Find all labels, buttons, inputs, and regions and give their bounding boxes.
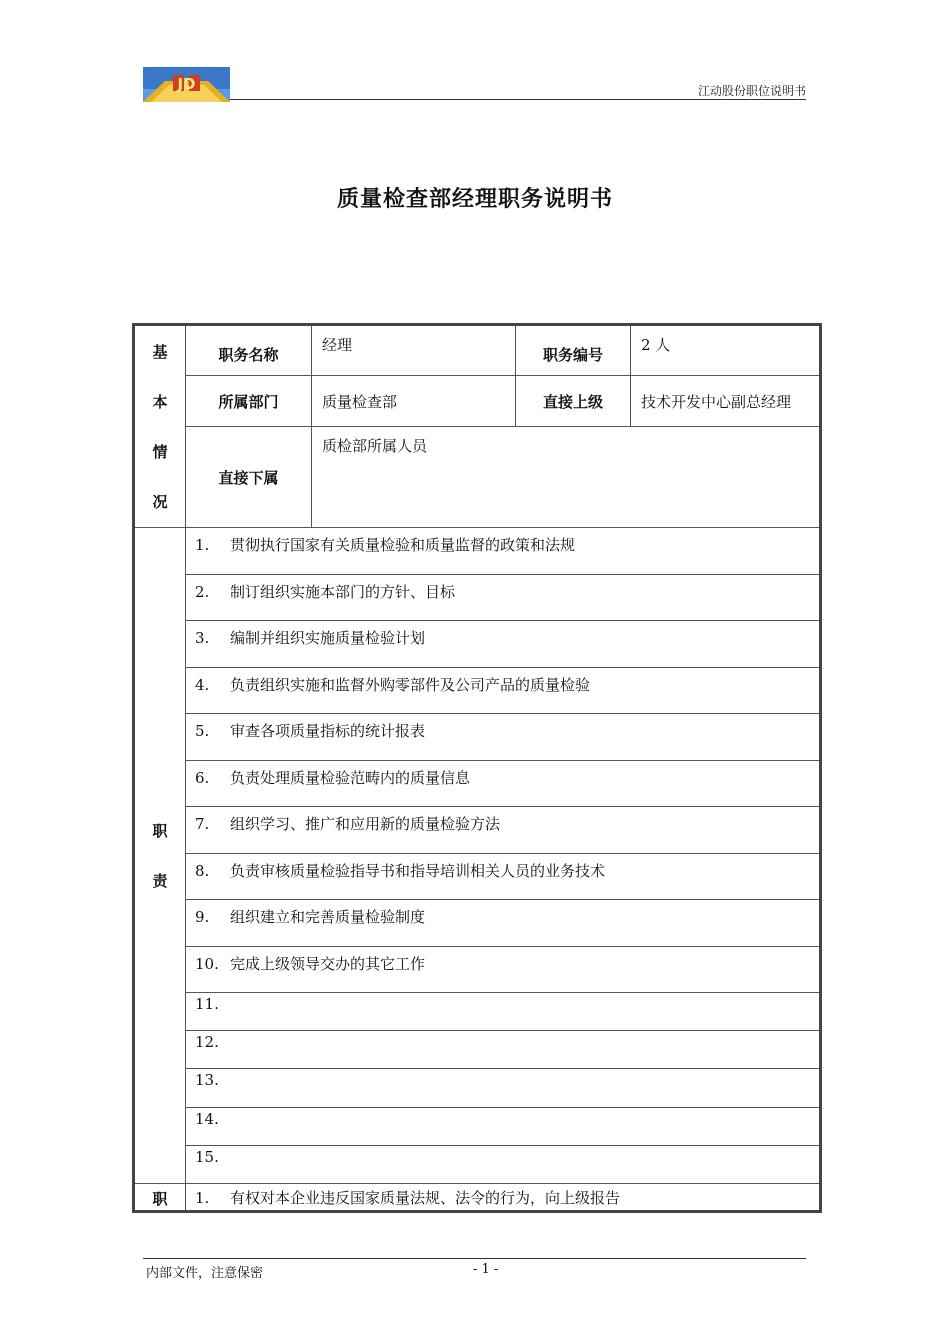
footer-confidential: 内部文件，注意保密 [146, 1266, 264, 1281]
duty-item: 2. 制订组织实施本部门的方针、目标 [186, 575, 821, 621]
duty-item: 5. 审查各项质量指标的统计报表 [186, 714, 821, 761]
position-code-value: 2 人 [631, 325, 821, 376]
section-duties: 职 责 [134, 528, 186, 1184]
job-description-table [132, 323, 822, 1213]
footer-rule [143, 1258, 806, 1259]
department-value: 质量检查部 [312, 376, 516, 427]
duty-item: 1. 贯彻执行国家有关质量检验和质量监督的政策和法规 [186, 528, 821, 575]
position-name-value: 经理 [312, 325, 516, 376]
company-logo [143, 67, 230, 102]
subordinate-label: 直接下属 [186, 427, 312, 528]
page-title: 质量检查部经理职务说明书 [336, 187, 613, 212]
duty-item: 6. 负责处理质量检验范畴内的质量信息 [186, 761, 821, 807]
position-name-label: 职务名称 [186, 325, 312, 376]
duty-item: 13. [186, 1069, 821, 1108]
svg-text:JD: JD [177, 75, 196, 93]
duty-item: 14. [186, 1108, 821, 1146]
duty-item: 8. 负责审核质量检验指导书和指导培训相关人员的业务技术 [186, 854, 821, 900]
header-doc-name: 江动股份职位说明书 [697, 84, 806, 98]
duty-item: 10. 完成上级领导交办的其它工作 [186, 947, 821, 993]
section-authority: 职 [134, 1184, 186, 1212]
duty-item: 15. [186, 1146, 821, 1184]
superior-label: 直接上级 [516, 376, 631, 427]
duty-item: 4. 负责组织实施和监督外购零部件及公司产品的质量检验 [186, 668, 821, 714]
duty-item: 7. 组织学习、推广和应用新的质量检验方法 [186, 807, 821, 854]
position-code-label: 职务编号 [516, 325, 631, 376]
page-number: - 1 - [473, 1262, 499, 1277]
superior-value: 技术开发中心副总经理 [631, 376, 821, 427]
section-basic-info: 基 本 情 况 [134, 325, 186, 528]
duty-item: 9. 组织建立和完善质量检验制度 [186, 900, 821, 947]
duty-item: 12. [186, 1031, 821, 1069]
department-label: 所属部门 [186, 376, 312, 427]
subordinate-value: 质检部所属人员 [312, 427, 821, 528]
authority-item: 1. 有权对本企业违反国家质量法规、法令的行为，向上级报告 [186, 1184, 821, 1212]
duty-item: 11. [186, 993, 821, 1031]
header-rule [230, 99, 806, 100]
duty-item: 3. 编制并组织实施质量检验计划 [186, 621, 821, 668]
